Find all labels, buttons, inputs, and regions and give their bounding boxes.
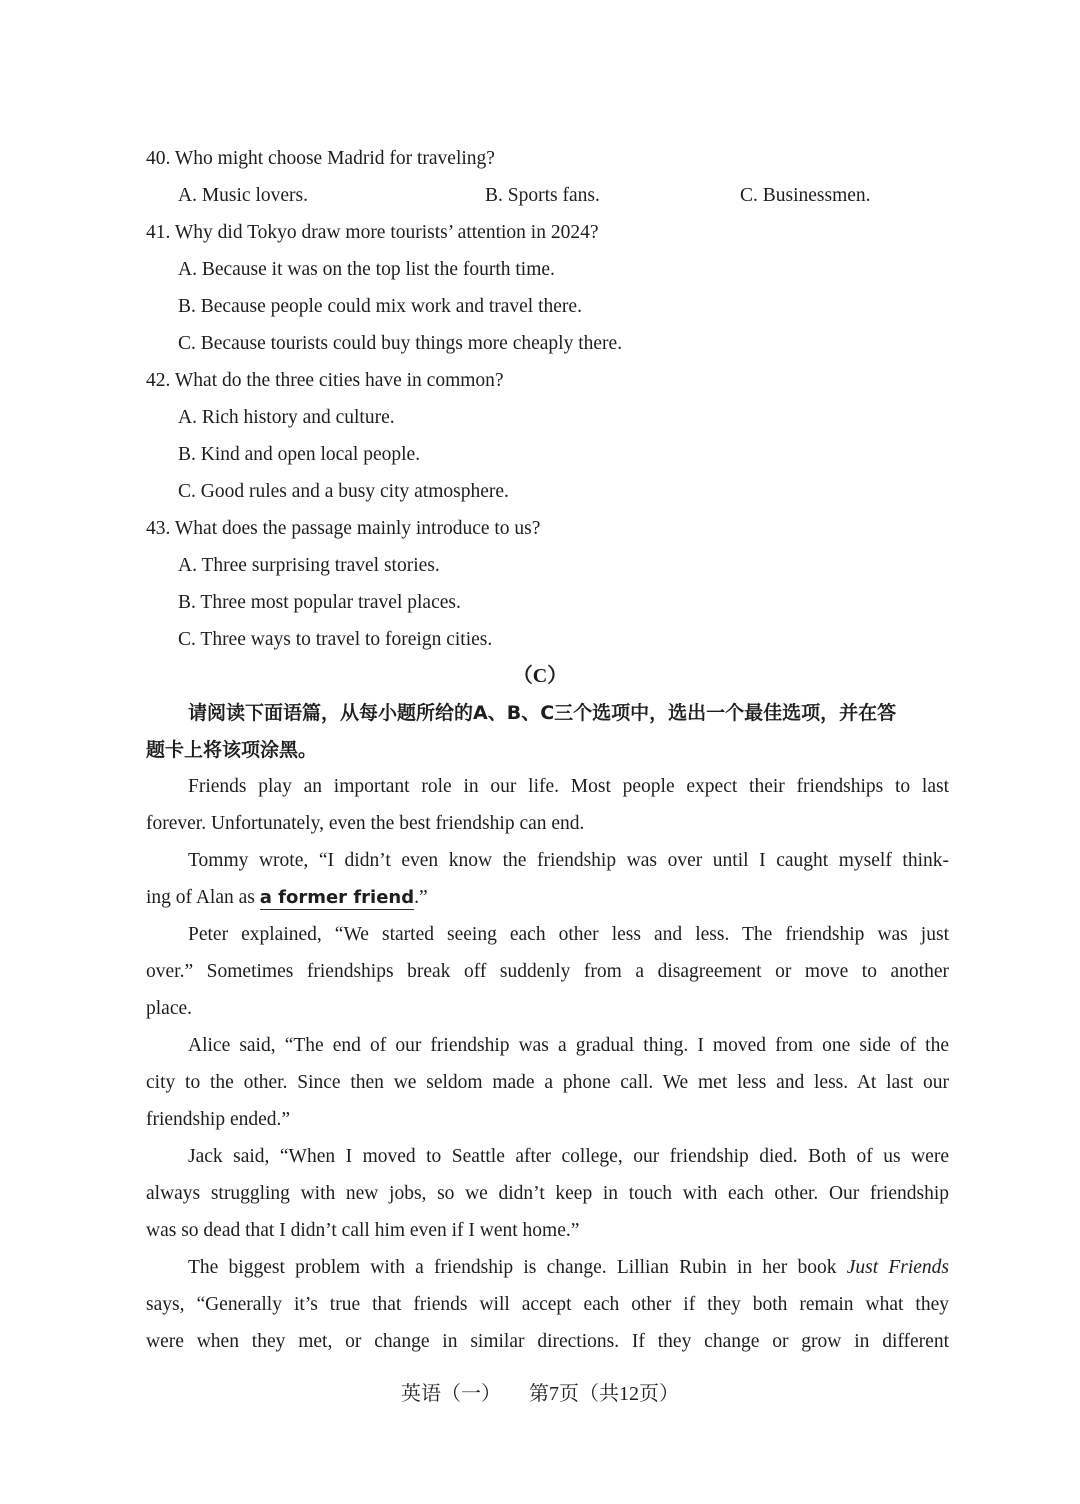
passage-p3-line-1: Peter explained, “We started seeing each other less and less. The friendship was just: [188, 924, 949, 945]
question-40-stem: 40. Who might choose Madrid for traveling?: [146, 148, 495, 169]
question-41-stem: 41. Why did Tokyo draw more tourists’ attention in 2024?: [146, 222, 599, 243]
footer-subject: 英语（一）: [401, 1383, 501, 1405]
passage-p6-line-1: [188, 1254, 949, 1282]
question-40-option-b: B. Sports fans.: [485, 185, 600, 206]
question-43-option-a: A. Three surprising travel stories.: [178, 555, 440, 576]
page-footer: [0, 1380, 1080, 1408]
passage-p4-line-3: friendship ended.”: [146, 1109, 291, 1130]
question-42-option-a: A. Rich history and culture.: [178, 407, 395, 428]
passage-p2-line-2-pre: ing of Alan as: [146, 887, 260, 908]
passage-p2-line-2-post: .”: [414, 887, 428, 908]
section-c-title: （C）: [512, 665, 568, 687]
question-40-option-a: A. Music lovers.: [178, 185, 308, 206]
question-40-option-c: C. Businessmen.: [740, 185, 871, 206]
passage-p6-line-1-pre: The biggest problem with a friendship is change. Lillian Rubin in her book: [188, 1257, 847, 1278]
passage-p3-line-3: place.: [146, 998, 193, 1019]
passage-p4-line-2: city to the other. Since then we seldom made a phone call. We met less and less. At last our: [146, 1072, 949, 1093]
section-c-instruction-line-1: 请阅读下面语篇，从每小题所给的A、B、C三个选项中，选出一个最佳选项，并在答: [188, 702, 897, 724]
passage-p5-line-2: always struggling with new jobs, so we didn’t keep in touch with each other. Our friendship: [146, 1183, 949, 1204]
passage-p1-line-2: forever. Unfortunately, even the best friendship can end.: [146, 813, 585, 834]
question-42-option-c: C. Good rules and a busy city atmosphere.: [178, 481, 509, 502]
question-43-stem: 43. What does the passage mainly introduce to us?: [146, 518, 541, 539]
passage-p6-line-3: were when they met, or change in similar directions. If they change or grow in different: [146, 1331, 949, 1352]
footer-page-number: 第7页（共12页）: [529, 1383, 679, 1405]
question-42-stem: 42. What do the three cities have in common?: [146, 370, 504, 391]
passage-p6-line-2: says, “Generally it’s true that friends will accept each other if they both remain what they: [146, 1294, 949, 1315]
passage-p5-line-1: Jack said, “When I moved to Seattle after college, our friendship died. Both of us were: [188, 1146, 949, 1167]
passage-p3-line-2: over.” Sometimes friendships break off suddenly from a disagreement or move to another: [146, 961, 949, 982]
question-41-option-a: A. Because it was on the top list the fourth time.: [178, 259, 555, 280]
question-40-options: [178, 182, 938, 210]
question-41-option-b: B. Because people could mix work and travel there.: [178, 296, 582, 317]
passage-p5-line-3: was so dead that I didn’t call him even if I went home.”: [146, 1220, 580, 1241]
question-42-option-b: B. Kind and open local people.: [178, 444, 421, 465]
book-title: Just Friends: [846, 1257, 949, 1278]
section-c-instruction-line-2: 题卡上将该项涂黑。: [146, 739, 318, 761]
question-43-option-c: C. Three ways to travel to foreign cities.: [178, 629, 493, 650]
passage-p2-line-2: [146, 884, 428, 912]
question-41-option-c: C. Because tourists could buy things more cheaply there.: [178, 333, 623, 354]
underlined-phrase: a former friend: [259, 887, 415, 908]
question-43-option-b: B. Three most popular travel places.: [178, 592, 461, 613]
passage-p1-line-1: Friends play an important role in our life. Most people expect their friendships to last: [188, 776, 949, 797]
passage-p2-line-1: Tommy wrote, “I didn’t even know the friendship was over until I caught myself think-: [188, 850, 949, 871]
passage-p4-line-1: Alice said, “The end of our friendship was a gradual thing. I moved from one side of the: [188, 1035, 949, 1056]
